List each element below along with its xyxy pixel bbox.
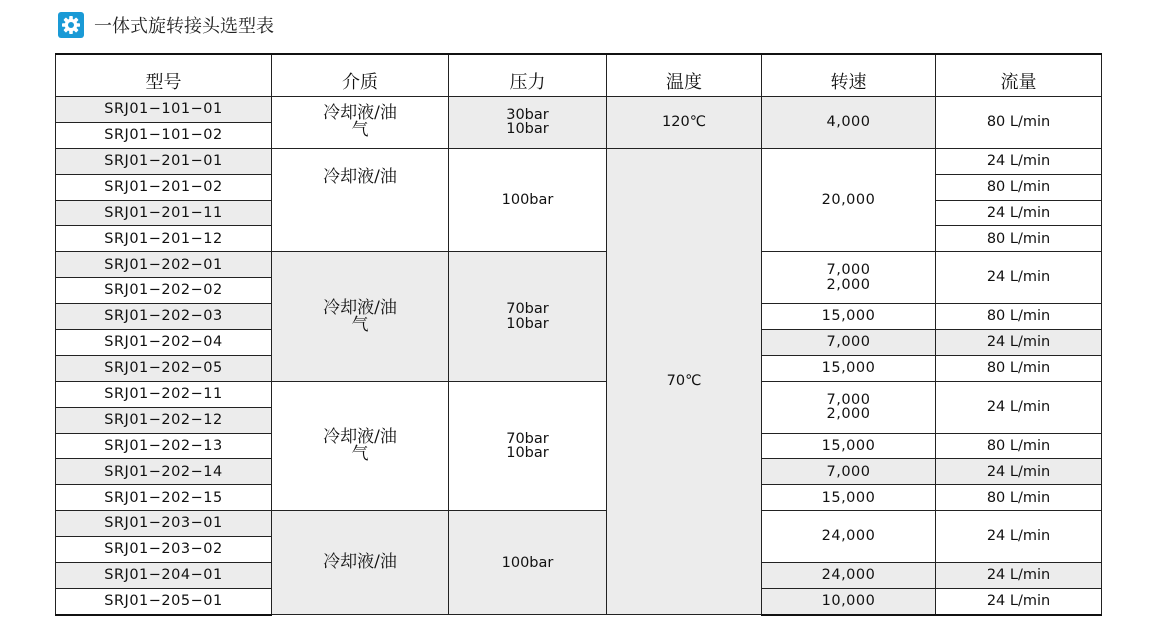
header-flow: 流量	[936, 54, 1102, 97]
flow-cell: 80 L/min	[936, 304, 1102, 330]
flow-cell: 24 L/min	[936, 511, 1102, 563]
model-cell: SRJ01−201−02	[56, 174, 272, 200]
temperature-cell: 70℃	[607, 148, 762, 615]
flow-cell: 24 L/min	[936, 563, 1102, 589]
header-temperature: 温度	[607, 54, 762, 97]
header-model: 型号	[56, 54, 272, 97]
table-title-bar	[58, 10, 274, 40]
model-cell: SRJ01−101−01	[56, 97, 272, 123]
gear-icon	[58, 12, 84, 38]
model-cell: SRJ01−205−01	[56, 588, 272, 614]
speed-cell: 15,000	[762, 485, 936, 511]
pressure-cell: 100bar	[449, 148, 607, 252]
flow-cell: 24 L/min	[936, 330, 1102, 356]
model-cell: SRJ01−202−05	[56, 355, 272, 381]
flow-cell: 24 L/min	[936, 459, 1102, 485]
pressure-line: 10bar	[506, 121, 549, 138]
table-row	[56, 97, 1102, 123]
pressure-line: 70bar	[506, 301, 549, 318]
medium-line: 气	[351, 314, 369, 335]
page-title: 一体式旋转接头选型表	[94, 16, 274, 37]
flow-cell: 80 L/min	[936, 226, 1102, 252]
flow-cell: 80 L/min	[936, 355, 1102, 381]
pressure-cell	[449, 381, 607, 510]
model-cell: SRJ01−202−12	[56, 407, 272, 433]
table-row	[56, 252, 1102, 278]
medium-line: 气	[351, 120, 369, 141]
flow-cell: 24 L/min	[936, 200, 1102, 226]
medium-cell	[272, 97, 449, 149]
speed-line: 7,000	[826, 262, 871, 279]
flow-cell: 24 L/min	[936, 588, 1102, 614]
medium-cell	[272, 252, 449, 381]
model-cell: SRJ01−202−15	[56, 485, 272, 511]
speed-cell: 10,000	[762, 588, 936, 614]
model-cell: SRJ01−202−02	[56, 278, 272, 304]
pressure-cell: 100bar	[449, 511, 607, 615]
model-cell: SRJ01−201−12	[56, 226, 272, 252]
speed-cell: 15,000	[762, 433, 936, 459]
speed-line: 7,000	[826, 391, 871, 408]
speed-cell: 7,000	[762, 459, 936, 485]
medium-line: 冷却液/油	[323, 427, 397, 448]
speed-cell	[762, 381, 936, 433]
model-cell: SRJ01−203−01	[56, 511, 272, 537]
speed-cell: 15,000	[762, 355, 936, 381]
pressure-cell	[449, 97, 607, 149]
flow-cell: 80 L/min	[936, 97, 1102, 149]
table-row	[56, 381, 1102, 407]
model-cell: SRJ01−202−04	[56, 330, 272, 356]
flow-cell: 24 L/min	[936, 381, 1102, 433]
speed-cell: 15,000	[762, 304, 936, 330]
medium-line: 气	[351, 444, 369, 465]
table-row	[56, 511, 1102, 537]
model-cell: SRJ01−202−11	[56, 381, 272, 407]
pressure-line: 70bar	[506, 430, 549, 447]
speed-line: 2,000	[826, 406, 871, 423]
flow-cell: 80 L/min	[936, 174, 1102, 200]
model-cell: SRJ01−202−13	[56, 433, 272, 459]
pressure-line: 30bar	[506, 106, 549, 123]
header-medium: 介质	[272, 54, 449, 97]
medium-cell: 冷却液/油	[272, 148, 449, 252]
flow-cell: 80 L/min	[936, 433, 1102, 459]
model-cell: SRJ01−202−14	[56, 459, 272, 485]
spec-table	[55, 53, 1102, 616]
model-cell: SRJ01−201−01	[56, 148, 272, 174]
medium-line: 冷却液/油	[323, 103, 397, 124]
medium-cell	[272, 381, 449, 510]
temperature-cell: 120℃	[607, 97, 762, 149]
header-speed: 转速	[762, 54, 936, 97]
flow-cell: 24 L/min	[936, 252, 1102, 304]
pressure-line: 10bar	[506, 315, 549, 332]
flow-cell: 80 L/min	[936, 485, 1102, 511]
medium-cell: 冷却液/油	[272, 511, 449, 615]
table-row	[56, 148, 1102, 174]
model-cell: SRJ01−203−02	[56, 537, 272, 563]
speed-cell	[762, 252, 936, 304]
header-pressure: 压力	[449, 54, 607, 97]
speed-cell: 24,000	[762, 511, 936, 563]
speed-cell: 24,000	[762, 563, 936, 589]
pressure-line: 10bar	[506, 445, 549, 462]
model-cell: SRJ01−202−01	[56, 252, 272, 278]
speed-cell: 20,000	[762, 148, 936, 252]
model-cell: SRJ01−204−01	[56, 563, 272, 589]
model-cell: SRJ01−101−02	[56, 122, 272, 148]
speed-cell: 4,000	[762, 97, 936, 149]
speed-line: 2,000	[826, 276, 871, 293]
model-cell: SRJ01−202−03	[56, 304, 272, 330]
pressure-cell	[449, 252, 607, 381]
model-cell: SRJ01−201−11	[56, 200, 272, 226]
flow-cell: 24 L/min	[936, 148, 1102, 174]
header-row	[56, 54, 1102, 97]
medium-line: 冷却液/油	[323, 297, 397, 318]
speed-cell: 7,000	[762, 330, 936, 356]
